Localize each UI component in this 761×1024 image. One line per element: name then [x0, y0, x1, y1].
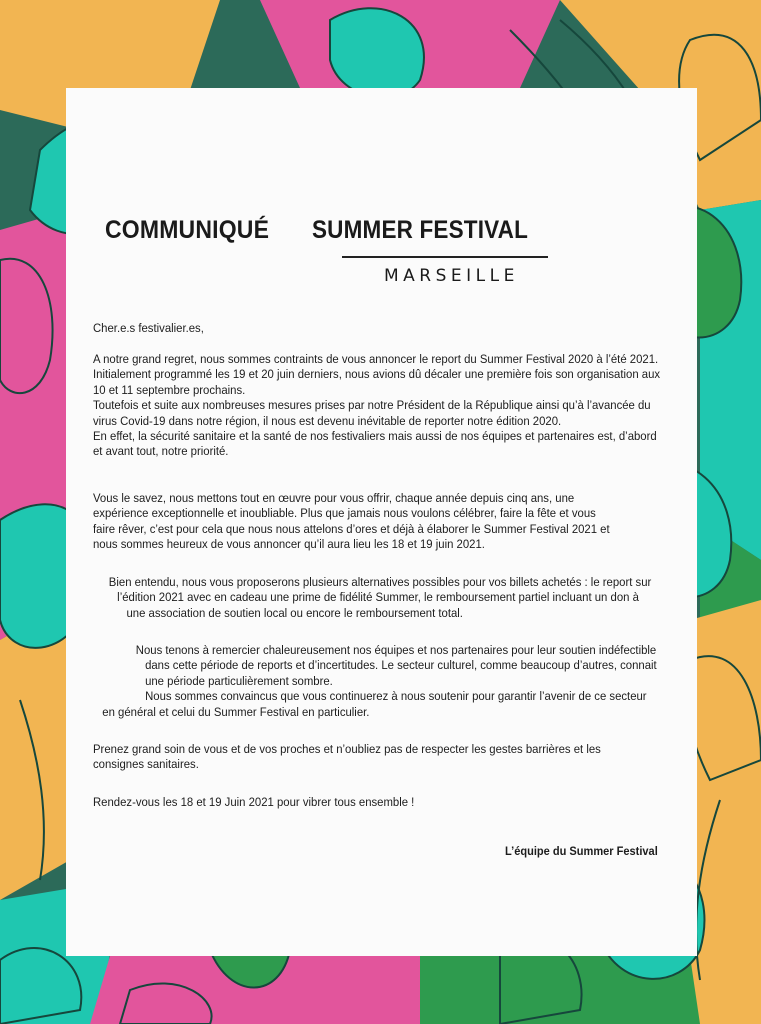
- text-line: Prenez grand soin de vous et de vos proches et n’oubliez pas de respecter les gestes barrières et les: [93, 742, 601, 756]
- text-line: faire rêver, c’est pour cela que nous nous attelons d’ores et déjà à élaborer le Summer Festival 2021 et: [93, 521, 610, 536]
- signature: L’équipe du Summer Festival: [505, 844, 658, 858]
- text-line: expérience exceptionnelle et inoubliable. Plus que jamais nous voulons célébrer, faire la fête et vous: [93, 506, 596, 521]
- text-line: Nous sommes convaincus que vous continuerez à nous soutenir pour garantir l’avenir de ce secteur: [145, 689, 647, 704]
- communique-heading: COMMUNIQUÉ: [105, 216, 270, 244]
- logo-divider: [342, 256, 548, 258]
- text-line: Initialement programmé les 19 et 20 juin derniers, nous avions dû décaler une première fois son organisation aux: [93, 367, 661, 382]
- text-line: En effet, la sécurité sanitaire et la santé de nos festivaliers mais aussi de nos équipes et partenaires est, d’abord: [93, 429, 657, 444]
- city-name: MARSEILLE: [384, 266, 519, 286]
- closing-line: Rendez-vous les 18 et 19 Juin 2021 pour vibrer tous ensemble !: [93, 795, 415, 809]
- text-line: dans cette période de reports et d’incertitudes. Le secteur culturel, comme beaucoup d’autres, connait: [145, 658, 657, 673]
- paragraph-2021-dates: [93, 491, 610, 553]
- text-line: en général et celui du Summer Festival en particulier.: [102, 704, 370, 719]
- text-line: A notre grand regret, nous sommes contraints de vous annoncer le report du Summer Festival 2020 à l’été 2021.: [93, 352, 659, 366]
- text-line: consignes sanitaires.: [93, 757, 199, 772]
- text-line: et avant tout, notre priorité.: [93, 444, 229, 459]
- text-line: Vous le savez, nous mettons tout en œuvre pour vous offrir, chaque année depuis cinq ans, une: [93, 491, 575, 505]
- text-line: Toutefois et suite aux nombreuses mesures prises par notre Président de la République ainsi qu’à l’avancée du: [93, 398, 651, 413]
- salutation: Cher.e.s festivalier.es,: [93, 321, 204, 335]
- festival-logo-text: SUMMER FESTIVAL: [312, 216, 529, 244]
- text-line: une période particulièrement sombre.: [145, 673, 333, 688]
- paragraph-thanks: [93, 643, 657, 720]
- text-line: nous sommes heureux de vous annoncer qu’il aura lieu les 18 et 19 juin 2021.: [93, 537, 485, 552]
- text-line: 10 et 11 septembre prochains.: [93, 382, 246, 397]
- paragraph-care: [93, 742, 601, 773]
- text-line: l’édition 2021 avec en cadeau une prime de fidélité Summer, le remboursement partiel incluant un don à: [117, 590, 639, 605]
- text-line: Nous tenons à remercier chaleureusement nos équipes et nos partenaires pour leur soutien indéfectible: [135, 643, 657, 657]
- text-line: virus Covid-19 dans notre région, il nous est devenu inévitable de reporter notre édition 2020.: [93, 413, 562, 428]
- text-line: une association de soutien local ou encore le remboursement total.: [126, 605, 463, 620]
- paragraph-report: [93, 352, 660, 460]
- paragraph-tickets: [93, 575, 651, 621]
- text-line: Bien entendu, nous vous proposerons plusieurs alternatives possibles pour vos billets achetés : le report sur: [108, 575, 652, 589]
